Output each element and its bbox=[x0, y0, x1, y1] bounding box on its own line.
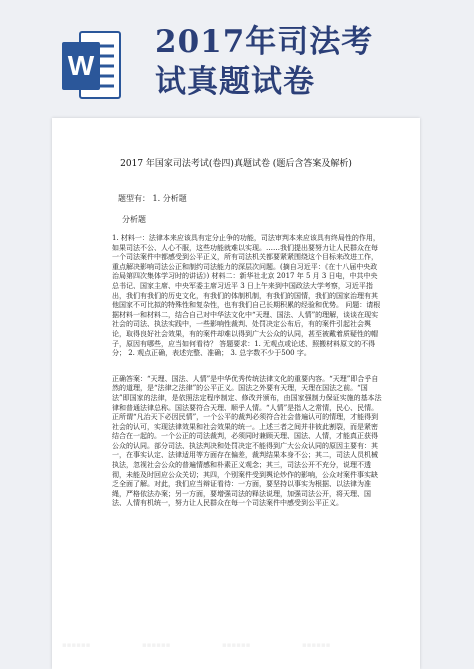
document-body bbox=[112, 234, 382, 509]
question-type: 题型有： 1. 分析题 bbox=[118, 194, 187, 203]
title-line-1: 2017年司法考 bbox=[155, 24, 374, 60]
question-paragraph: 1. 材料一：法律本来应该具有定分止争的功能，司法审判本来应该具有终局性的作用，如果司法不公、人心不服，这些功能就难以实现。……我们提出要努力让人民群众在每一个司法案件中都感受到公平正义，所有司法机关都要紧紧围绕这个目标来改进工作，重点解决影响司法公正和制约司法能力的深层次问题。(摘自习近平：《在十八届中央政治局第四次集体学习时的讲话》) 材料二：新华社北京 2017 年 5 月 3 日电，中共中央总书记、国家主席、中央军委主席习近平 3 日上午来到中国政法大学考察，习近平指出，我们有我们的历史文化，有我们的体制机制，有我们的国情，我们的国家治理有其他国家不可比拟的特殊性和复杂性，也有我们自己长期积累的经验和优势。 问题：请根据材料一和材料二，结合自己对中华法文化中“天理、国法、人情”的理解，谈谈在现实社会的司法、执法实践中，一些影响性裁判、处罚决定公布后，有的案件引起社会舆论，取得良好社会效果，有的案件却难以得到广大公众的认同，甚至被戴着质疑性的帽子，原因有哪些，应当如何看待？ 答题要求：1. 无观点或论述、照搬材料原文的不得分； 2. 观点正确，表述完整、准确； 3. 总字数不少于500 字。 bbox=[112, 234, 381, 358]
document-page bbox=[52, 118, 420, 669]
document-heading: 2017 年国家司法考试(卷四)真题试卷 (题后含答案及解析) bbox=[120, 159, 352, 169]
watermark-strip: ▪▪▪▪▪▪ ▪▪▪▪▪▪ ▪▪▪▪▪▪ ▪▪▪▪▪▪ bbox=[62, 641, 331, 649]
word-document-icon bbox=[62, 30, 122, 102]
section-label: 分析题 bbox=[122, 215, 146, 224]
svg-text:W: W bbox=[67, 50, 95, 81]
banner bbox=[0, 0, 474, 120]
title-line-2: 试真题试卷 bbox=[155, 64, 315, 100]
answer-paragraph: 正确答案：“天理、国法、人情”是中华优秀传统法律文化的重要内容。“天理”即合乎自然的道理，是“法律之法律”的公平正义。国法之外要有天理，天理在国法之前。“国法”即国家的法律，是依照法定程序制定、修改并颁布，由国家强制力保证实施的基本法律和普通法律总称。国法要符合天理、顺乎人情。“人情”是指人之常情，民心、民情。正所谓“凡治天下必因民情”，一个公平的裁判必须符合社会普遍认可的情理，才能得到社会的认可，实现法律效果和社会效果的统一。上述三者之间并非彼此割裂，而是紧密结合在一起的。一个公正的司法裁判，必须同时兼顾天理、国法、人情，才能真正获得公众的认同。部分司法、执法判决和处罚决定不能得到广大公众认同的原因主要有：其一，在事实认定、法律适用等方面存在偏差，裁判结果本身不公；其二，司法人员机械执法，忽视社会公众的普遍情感和朴素正义观念；其三，司法公开不充分，说理不透彻，未能及时回应公众关切；其四，个别案件受到舆论炒作的影响，公众对案件事实缺乏全面了解。对此，我们应当辩证看待：一方面，要坚持以事实为根据、以法律为准绳，严格依法办案；另一方面，要增强司法的释法说理，加强司法公开，将天理、国法、人情有机统一，努力让人民群众在每一个司法案件中感受到公平正义。 bbox=[112, 374, 382, 508]
banner-title bbox=[155, 22, 373, 102]
